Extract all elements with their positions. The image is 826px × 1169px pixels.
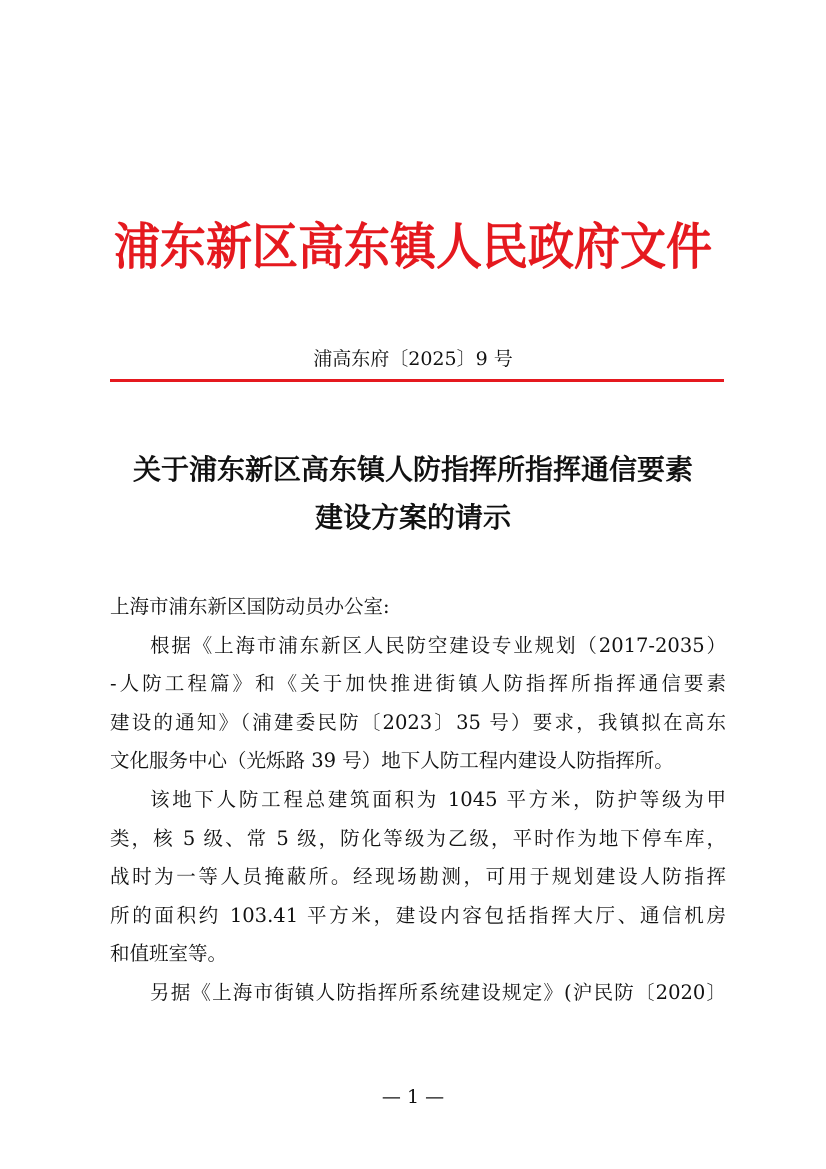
document-number: 浦高东府〔2025〕9 号 bbox=[313, 348, 513, 370]
paragraph-1-line-1: 根据《上海市浦东新区人民防空建设专业规划（2017-2035） bbox=[150, 633, 726, 657]
document-body bbox=[110, 588, 726, 1013]
paragraph-2-line-4: 所的面积约 103.41 平方米，建设内容包括指挥大厅、通信机房 bbox=[110, 903, 726, 927]
paragraph-1-line-2: -人防工程篇》和《关于加快推进街镇人防指挥所指挥通信要素 bbox=[110, 672, 726, 696]
paragraph-2-line-2: 类，核 5 级、常 5 级，防化等级为乙级，平时作为地下停车库， bbox=[110, 826, 726, 850]
subject-line-2: 建设方案的请示 bbox=[314, 501, 511, 534]
red-separator-line bbox=[110, 379, 724, 382]
paragraph-3-line-1: 另据《上海市街镇人防指挥所系统建设规定》(沪民防〔2020〕 bbox=[150, 980, 726, 1004]
paragraph-2-line-5: 和值班室等。 bbox=[110, 942, 228, 966]
page-number: — 1 — bbox=[381, 1086, 445, 1108]
paragraph-1-line-3: 建设的通知》（浦建委民防〔2023〕35 号）要求，我镇拟在高东 bbox=[110, 710, 726, 734]
paragraph-1-line-4: 文化服务中心（光烁路 39 号）地下人防工程内建设人防指挥所。 bbox=[110, 749, 674, 773]
issuing-authority-header: 浦东新区高东镇人民政府文件 bbox=[113, 217, 712, 276]
subject-line-1: 关于浦东新区高东镇人防指挥所指挥通信要素 bbox=[132, 453, 693, 486]
document-subject bbox=[100, 446, 726, 542]
paragraph-2-line-3: 战时为一等人员掩蔽所。经现场勘测，可用于规划建设人防指挥 bbox=[110, 865, 726, 889]
addressee: 上海市浦东新区国防动员办公室: bbox=[110, 595, 390, 618]
paragraph-2-line-1: 该地下人防工程总建筑面积为 1045 平方米，防护等级为甲 bbox=[150, 787, 726, 811]
